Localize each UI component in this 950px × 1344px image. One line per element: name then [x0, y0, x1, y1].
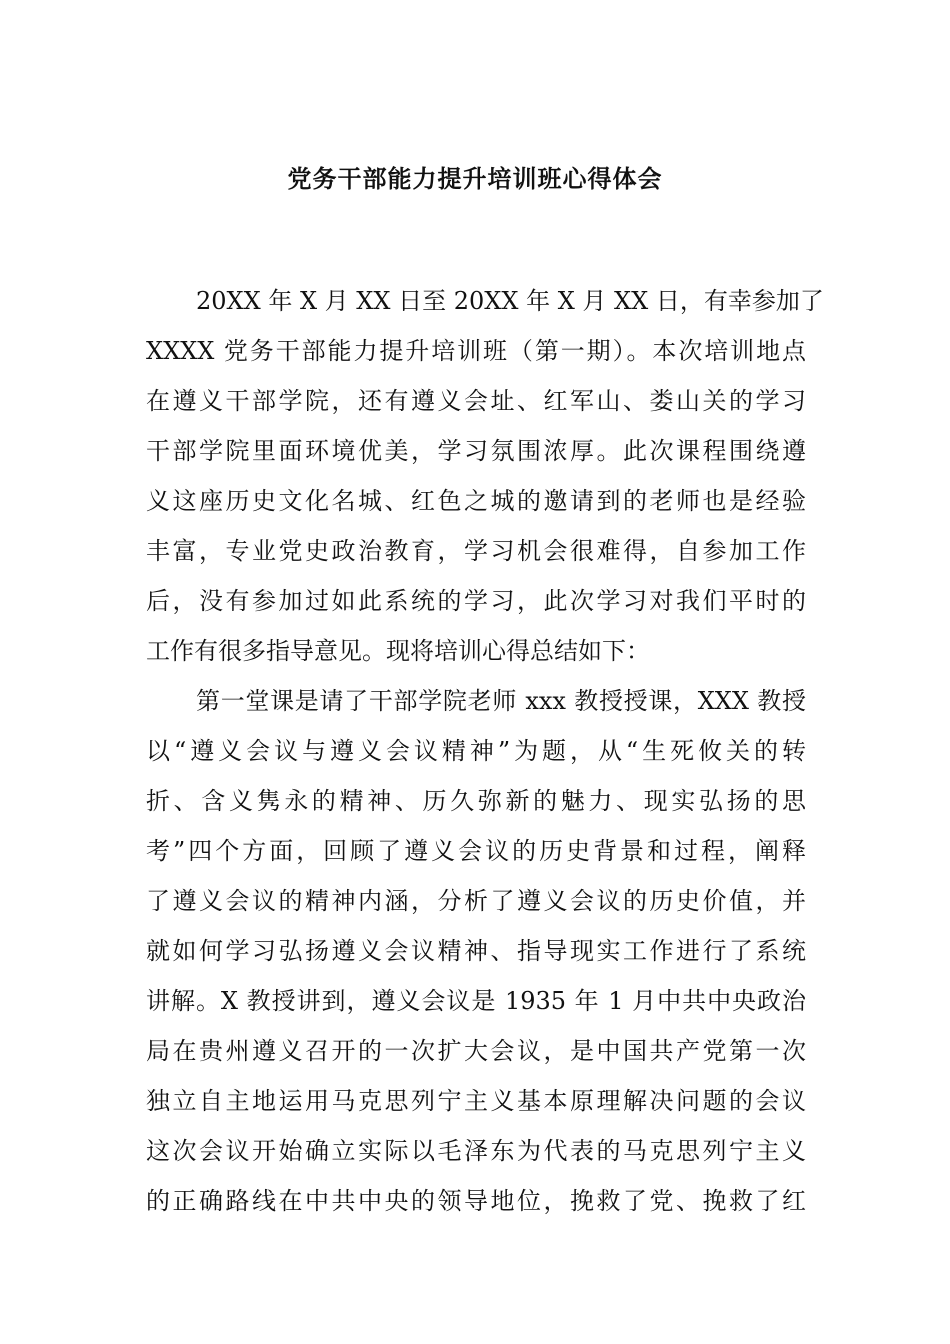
- paragraph-line: 工作有很多指导意见。现将培训心得总结如下：: [146, 637, 650, 665]
- paragraph-line: 的正确路线在中共中央的领导地位，挽救了党、挽救了红: [146, 1187, 806, 1215]
- document-body: [146, 276, 824, 1226]
- paragraph-line: 义这座历史文化名城、红色之城的邀请到的老师也是经验: [146, 487, 806, 515]
- paragraph-line: 讲解。X 教授讲到，遵义会议是 1935 年 1 月中共中央政治: [146, 987, 806, 1015]
- paragraph-line: 第一堂课是请了干部学院老师 xxx 教授授课，XXX 教授: [196, 687, 806, 715]
- paragraph-line: 局在贵州遵义召开的一次扩大会议，是中国共产党第一次: [146, 1037, 806, 1065]
- paragraph-line: 干部学院里面环境优美，学习氛围浓厚。此次课程围绕遵: [146, 437, 806, 465]
- paragraph-line: 后，没有参加过如此系统的学习，此次学习对我们平时的: [146, 587, 806, 615]
- paragraph-line: 就如何学习弘扬遵义会议精神、指导现实工作进行了系统: [146, 937, 806, 965]
- paragraph-line: 这次会议开始确立实际以毛泽东为代表的马克思列宁主义: [146, 1137, 806, 1165]
- paragraph-line: 20XX 年 X 月 XX 日至 20XX 年 X 月 XX 日，有幸参加了: [196, 287, 824, 315]
- paragraph: [146, 676, 806, 1226]
- paragraph-line: XXXX 党务干部能力提升培训班（第一期）。本次培训地点: [146, 337, 806, 365]
- paragraph-line: 考”四个方面，回顾了遵义会议的历史背景和过程，阐释: [146, 837, 806, 865]
- paragraph-line: 以“遵义会议与遵义会议精神”为题，从“生死攸关的转: [146, 737, 806, 765]
- paragraph-line: 丰富，专业党史政治教育，学习机会很难得，自参加工作: [146, 537, 806, 565]
- paragraph-line: 了遵义会议的精神内涵，分析了遵义会议的历史价值，并: [146, 887, 806, 915]
- paragraph: [146, 276, 824, 676]
- paragraph-line: 在遵义干部学院，还有遵义会址、红军山、娄山关的学习: [146, 387, 806, 415]
- document-title: 党务干部能力提升培训班心得体会: [287, 164, 663, 193]
- paragraph-line: 独立自主地运用马克思列宁主义基本原理解决问题的会议: [146, 1087, 806, 1115]
- paragraph-line: 折、含义隽永的精神、历久弥新的魅力、现实弘扬的思: [146, 787, 806, 815]
